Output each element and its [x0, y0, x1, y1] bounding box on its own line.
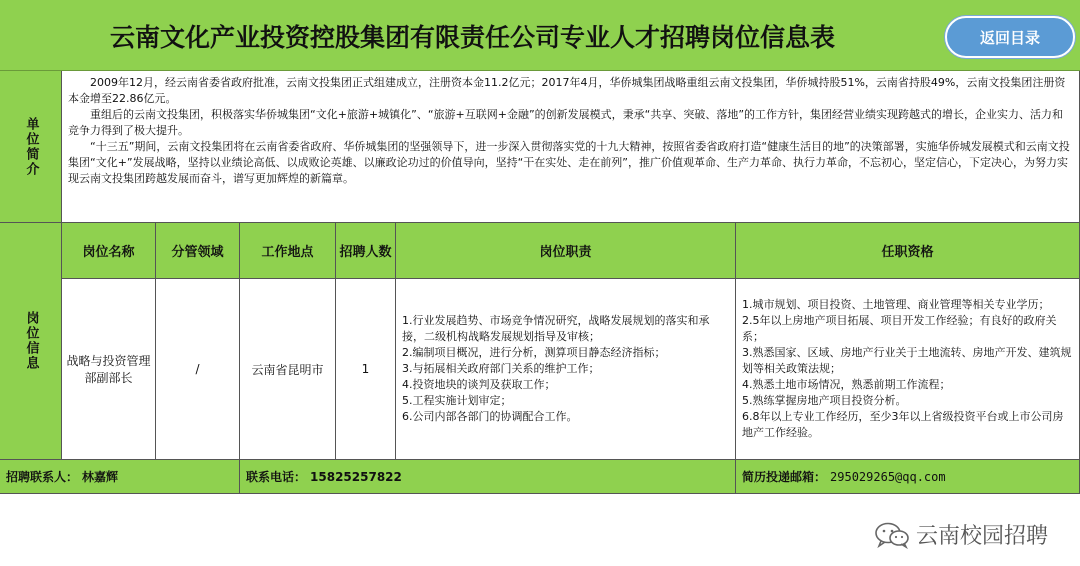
col-header-duties: 岗位职责 — [396, 223, 736, 279]
company-intro-text — [62, 71, 1080, 223]
positions-label: 岗位信息 — [0, 223, 62, 460]
duty-item: 5.工程实施计划审定； — [402, 394, 512, 407]
wechat-icon — [874, 521, 910, 549]
position-location: 云南省昆明市 — [240, 279, 336, 460]
watermark-text: 云南校园招聘 — [915, 524, 1048, 549]
col-header-location: 工作地点 — [240, 223, 336, 279]
contact-person — [0, 460, 240, 494]
position-name: 战略与投资管理部副部长 — [62, 279, 156, 460]
position-count: 1 — [336, 279, 396, 460]
company-intro-label: 单位简介 — [0, 71, 62, 223]
qualification-item: 2.5年以上房地产项目拓展、项目开发工作经验；有良好的政府关系； — [742, 314, 1057, 343]
contact-person-value: 林嘉辉 — [82, 470, 119, 484]
duty-item: 1.行业发展趋势、市场竞争情况研究，战略发展规划的落实和承接，二级机构战略发展规划指导及审核； — [402, 314, 710, 343]
duty-item: 3.与拓展相关政府部门关系的维护工作； — [402, 362, 600, 375]
duty-item: 6.公司内部各部门的协调配合工作。 — [402, 410, 578, 423]
recruitment-table — [0, 71, 1080, 566]
contact-phone-value: 15825257822 — [310, 469, 402, 484]
col-header-domain: 分管领域 — [156, 223, 240, 279]
contact-phone-label: 联系电话： — [246, 470, 307, 484]
position-domain: / — [156, 279, 240, 460]
qualification-item: 6.8年以上专业工作经历，至少3年以上省级投资平台或上市公司房地产工作经验。 — [742, 410, 1064, 439]
watermark — [874, 519, 1048, 550]
intro-paragraph: “十三五”期间，云南文投集团将在云南省委省政府、华侨城集团的坚强领导下，进一步深入贯彻落实党的十九大精神，按照省委省政府打造“健康生活目的地”的决策部署，实施华侨城发展模式和云南文投集团“文化+”发展战略，坚持以业绩论高低、以成败论英雄、以廉政论功过的价值导向，坚持“干在实处、走在前列”，推广价值观革命、生产力革命、执行力革命，不忘初心，坚定信心，下定决心，为努力实现云南文投集团跨越发展而奋斗，谱写更加辉煌的新篇章。 — [68, 140, 1070, 185]
contact-email-value: 295029265@qq.com — [830, 469, 946, 484]
contact-phone — [240, 460, 736, 494]
contact-email — [736, 460, 1080, 494]
return-to-index-button[interactable]: 返回目录 — [945, 16, 1075, 58]
qualification-item: 4.熟悉土地市场情况，熟悉前期工作流程； — [742, 378, 951, 391]
col-header-qualifications: 任职资格 — [736, 223, 1080, 279]
qualification-item: 1.城市规划、项目投资、土地管理、商业管理等相关专业学历； — [742, 298, 1050, 311]
intro-paragraph: 2009年12月，经云南省委省政府批准，云南文投集团正式组建成立，注册资本金11.2亿元；2017年4月，华侨城集团战略重组云南文投集团，华侨城持股51%，云南省持股49%，云南文投集团注册资本金增至22.86亿元。 — [68, 76, 1066, 105]
qualification-item: 5.熟练掌握房地产项目投资分析。 — [742, 394, 907, 407]
duty-item: 4.投资地块的谈判及获取工作； — [402, 378, 556, 391]
intro-paragraph: 重组后的云南文投集团，积极落实华侨城集团“文化+旅游+城镇化”、“旅游+互联网+金融”的创新发展模式，秉承“共享、突破、落地”的工作方针，集团经营业绩实现跨越式的增长，企业实力、活力和竞争力得到了极大提升。 — [68, 108, 1064, 137]
page-title: 云南文化产业投资控股集团有限责任公司专业人才招聘岗位信息表 — [110, 23, 836, 52]
position-qualifications — [736, 279, 1080, 460]
position-duties — [396, 279, 736, 460]
duty-item: 2.编制项目概况，进行分析，测算项目静态经济指标； — [402, 346, 666, 359]
contact-person-label: 招聘联系人： — [6, 470, 79, 484]
col-header-count: 招聘人数 — [336, 223, 396, 279]
qualification-item: 3.熟悉国家、区域、房地产行业关于土地流转、房地产开发、建筑规划等相关政策法规； — [742, 346, 1072, 375]
contact-email-label: 简历投递邮箱： — [742, 470, 827, 484]
col-header-position: 岗位名称 — [62, 223, 156, 279]
title-bar — [0, 0, 1080, 71]
